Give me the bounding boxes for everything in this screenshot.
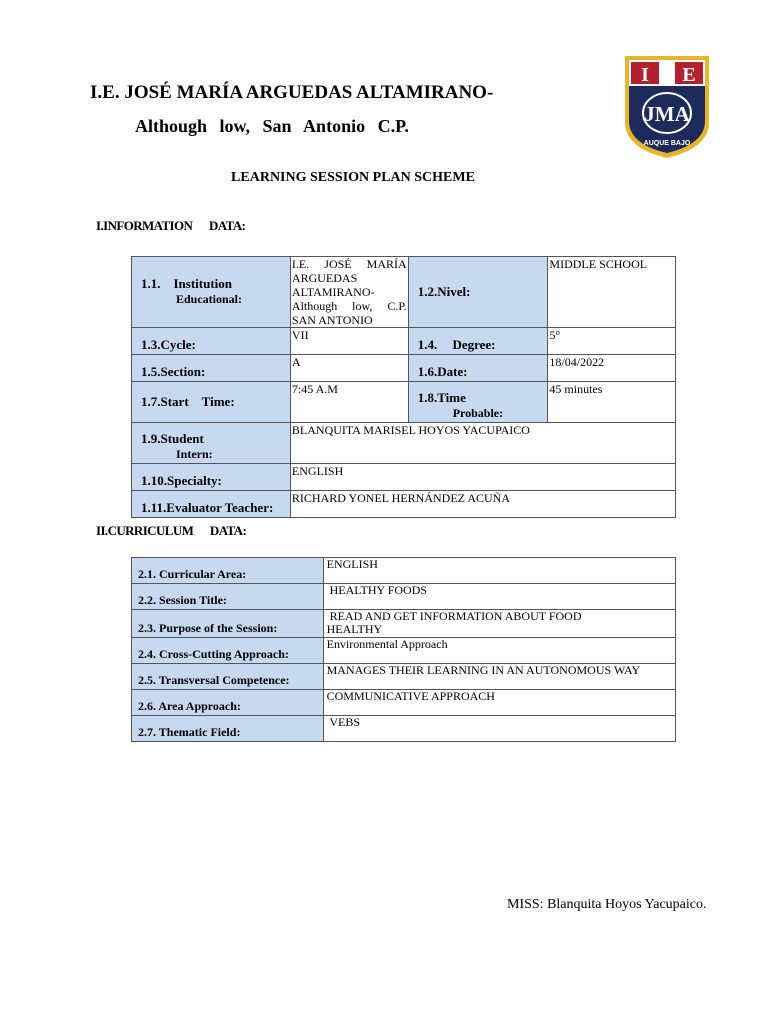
table-row bbox=[132, 610, 676, 638]
label-start-time: 1.7.Start Time: bbox=[132, 382, 291, 423]
label-transversal-competence: 2.5. Transversal Competence: bbox=[132, 664, 324, 690]
value-start-time: 7:45 A.M bbox=[290, 382, 408, 423]
label-institution bbox=[132, 257, 291, 328]
label-level: 1.2.Nivel: bbox=[408, 257, 548, 328]
table-row bbox=[132, 558, 676, 584]
value-purpose: READ AND GET INFORMATION ABOUT FOOD HEALTHY bbox=[323, 610, 675, 638]
value-institution: I.E. JOSÉ MARÍA ARGUEDAS ALTAMIRANO- Although low, C.P. SAN ANTONIO bbox=[291, 257, 407, 327]
value-student-intern: BLANQUITA MARISEL HOYOS YACUPAICO bbox=[290, 423, 675, 464]
table-row bbox=[132, 690, 676, 716]
table-row bbox=[132, 491, 676, 518]
value-cycle: VII bbox=[290, 328, 408, 355]
label-text: 1.9.Student bbox=[141, 431, 204, 446]
label-curricular-area: 2.1. Curricular Area: bbox=[132, 558, 324, 584]
table-row bbox=[132, 257, 676, 328]
label-degree: 1.4. Degree: bbox=[408, 328, 548, 355]
table-row bbox=[132, 584, 676, 610]
label-section: 1.5.Section: bbox=[132, 355, 291, 382]
label-subtext: Probable: bbox=[452, 406, 504, 420]
label-thematic-field: 2.7. Thematic Field: bbox=[132, 716, 324, 742]
label-text: 1.8.Time bbox=[417, 390, 466, 405]
school-name: I.E. JOSÉ MARÍA ARGUEDAS ALTAMIRANO- bbox=[90, 82, 494, 103]
logo-caption: AUQUE BAJO bbox=[643, 140, 691, 147]
section-heading-curriculum: II.CURRICULUM DATA: bbox=[96, 523, 247, 538]
label-session-title: 2.2. Session Title: bbox=[132, 584, 324, 610]
label-time-probable bbox=[408, 382, 548, 423]
school-location: Although low, San Antonio C.P. bbox=[135, 116, 409, 136]
label-evaluator-teacher: 1.11.Evaluator Teacher: bbox=[132, 491, 291, 518]
label-cross-cutting: 2.4. Cross-Cutting Approach: bbox=[132, 638, 324, 664]
table-row bbox=[132, 464, 676, 491]
school-crest-logo bbox=[622, 52, 712, 160]
curriculum-data-table bbox=[131, 557, 676, 742]
value-area-approach: COMMUNICATIVE APPROACH bbox=[323, 690, 675, 716]
label-date: 1.6.Date: bbox=[408, 355, 548, 382]
value-section: A bbox=[290, 355, 408, 382]
document-title: LEARNING SESSION PLAN SCHEME bbox=[231, 170, 475, 185]
value-level: MIDDLE SCHOOL bbox=[548, 257, 676, 328]
value-degree: 5° bbox=[548, 328, 676, 355]
table-row bbox=[132, 382, 676, 423]
value-transversal-competence: MANAGES THEIR LEARNING IN AN AUTONOMOUS WAY bbox=[323, 664, 675, 690]
label-number: 1.1. bbox=[141, 276, 161, 291]
information-data-table bbox=[131, 256, 676, 518]
label-cycle: 1.3.Cycle: bbox=[132, 328, 291, 355]
value-cross-cutting: Environmental Approach bbox=[323, 638, 675, 664]
table-row bbox=[132, 664, 676, 690]
label-student-intern bbox=[132, 423, 291, 464]
table-row bbox=[132, 716, 676, 742]
table-row bbox=[132, 638, 676, 664]
label-subtext: Intern: bbox=[176, 447, 213, 461]
logo-letter-left: I bbox=[641, 64, 649, 86]
section-heading-information: I.INFORMATION DATA: bbox=[96, 218, 246, 233]
value-thematic-field: VEBS bbox=[323, 716, 675, 742]
table-row bbox=[132, 328, 676, 355]
label-specialty: 1.10.Specialty: bbox=[132, 464, 291, 491]
value-curricular-area: ENGLISH bbox=[323, 558, 675, 584]
label-area-approach: 2.6. Area Approach: bbox=[132, 690, 324, 716]
value-session-title: HEALTHY FOODS bbox=[323, 584, 675, 610]
label-text: Institution bbox=[173, 276, 233, 291]
value-evaluator-teacher: RICHARD YONEL HERNÁNDEZ ACUÑA bbox=[290, 491, 675, 518]
logo-monogram: JMA bbox=[644, 102, 690, 126]
value-specialty: ENGLISH bbox=[290, 464, 675, 491]
value-date: 18/04/2022 bbox=[548, 355, 676, 382]
logo-letter-right: E bbox=[682, 64, 696, 86]
value-time-probable: 45 minutes bbox=[548, 382, 676, 423]
table-row bbox=[132, 423, 676, 464]
label-purpose: 2.3. Purpose of the Session: bbox=[132, 610, 324, 638]
table-row bbox=[132, 355, 676, 382]
signature-line: MISS: Blanquita Hoyos Yacupaico. bbox=[507, 897, 707, 912]
label-subtext: Educational: bbox=[176, 292, 243, 306]
